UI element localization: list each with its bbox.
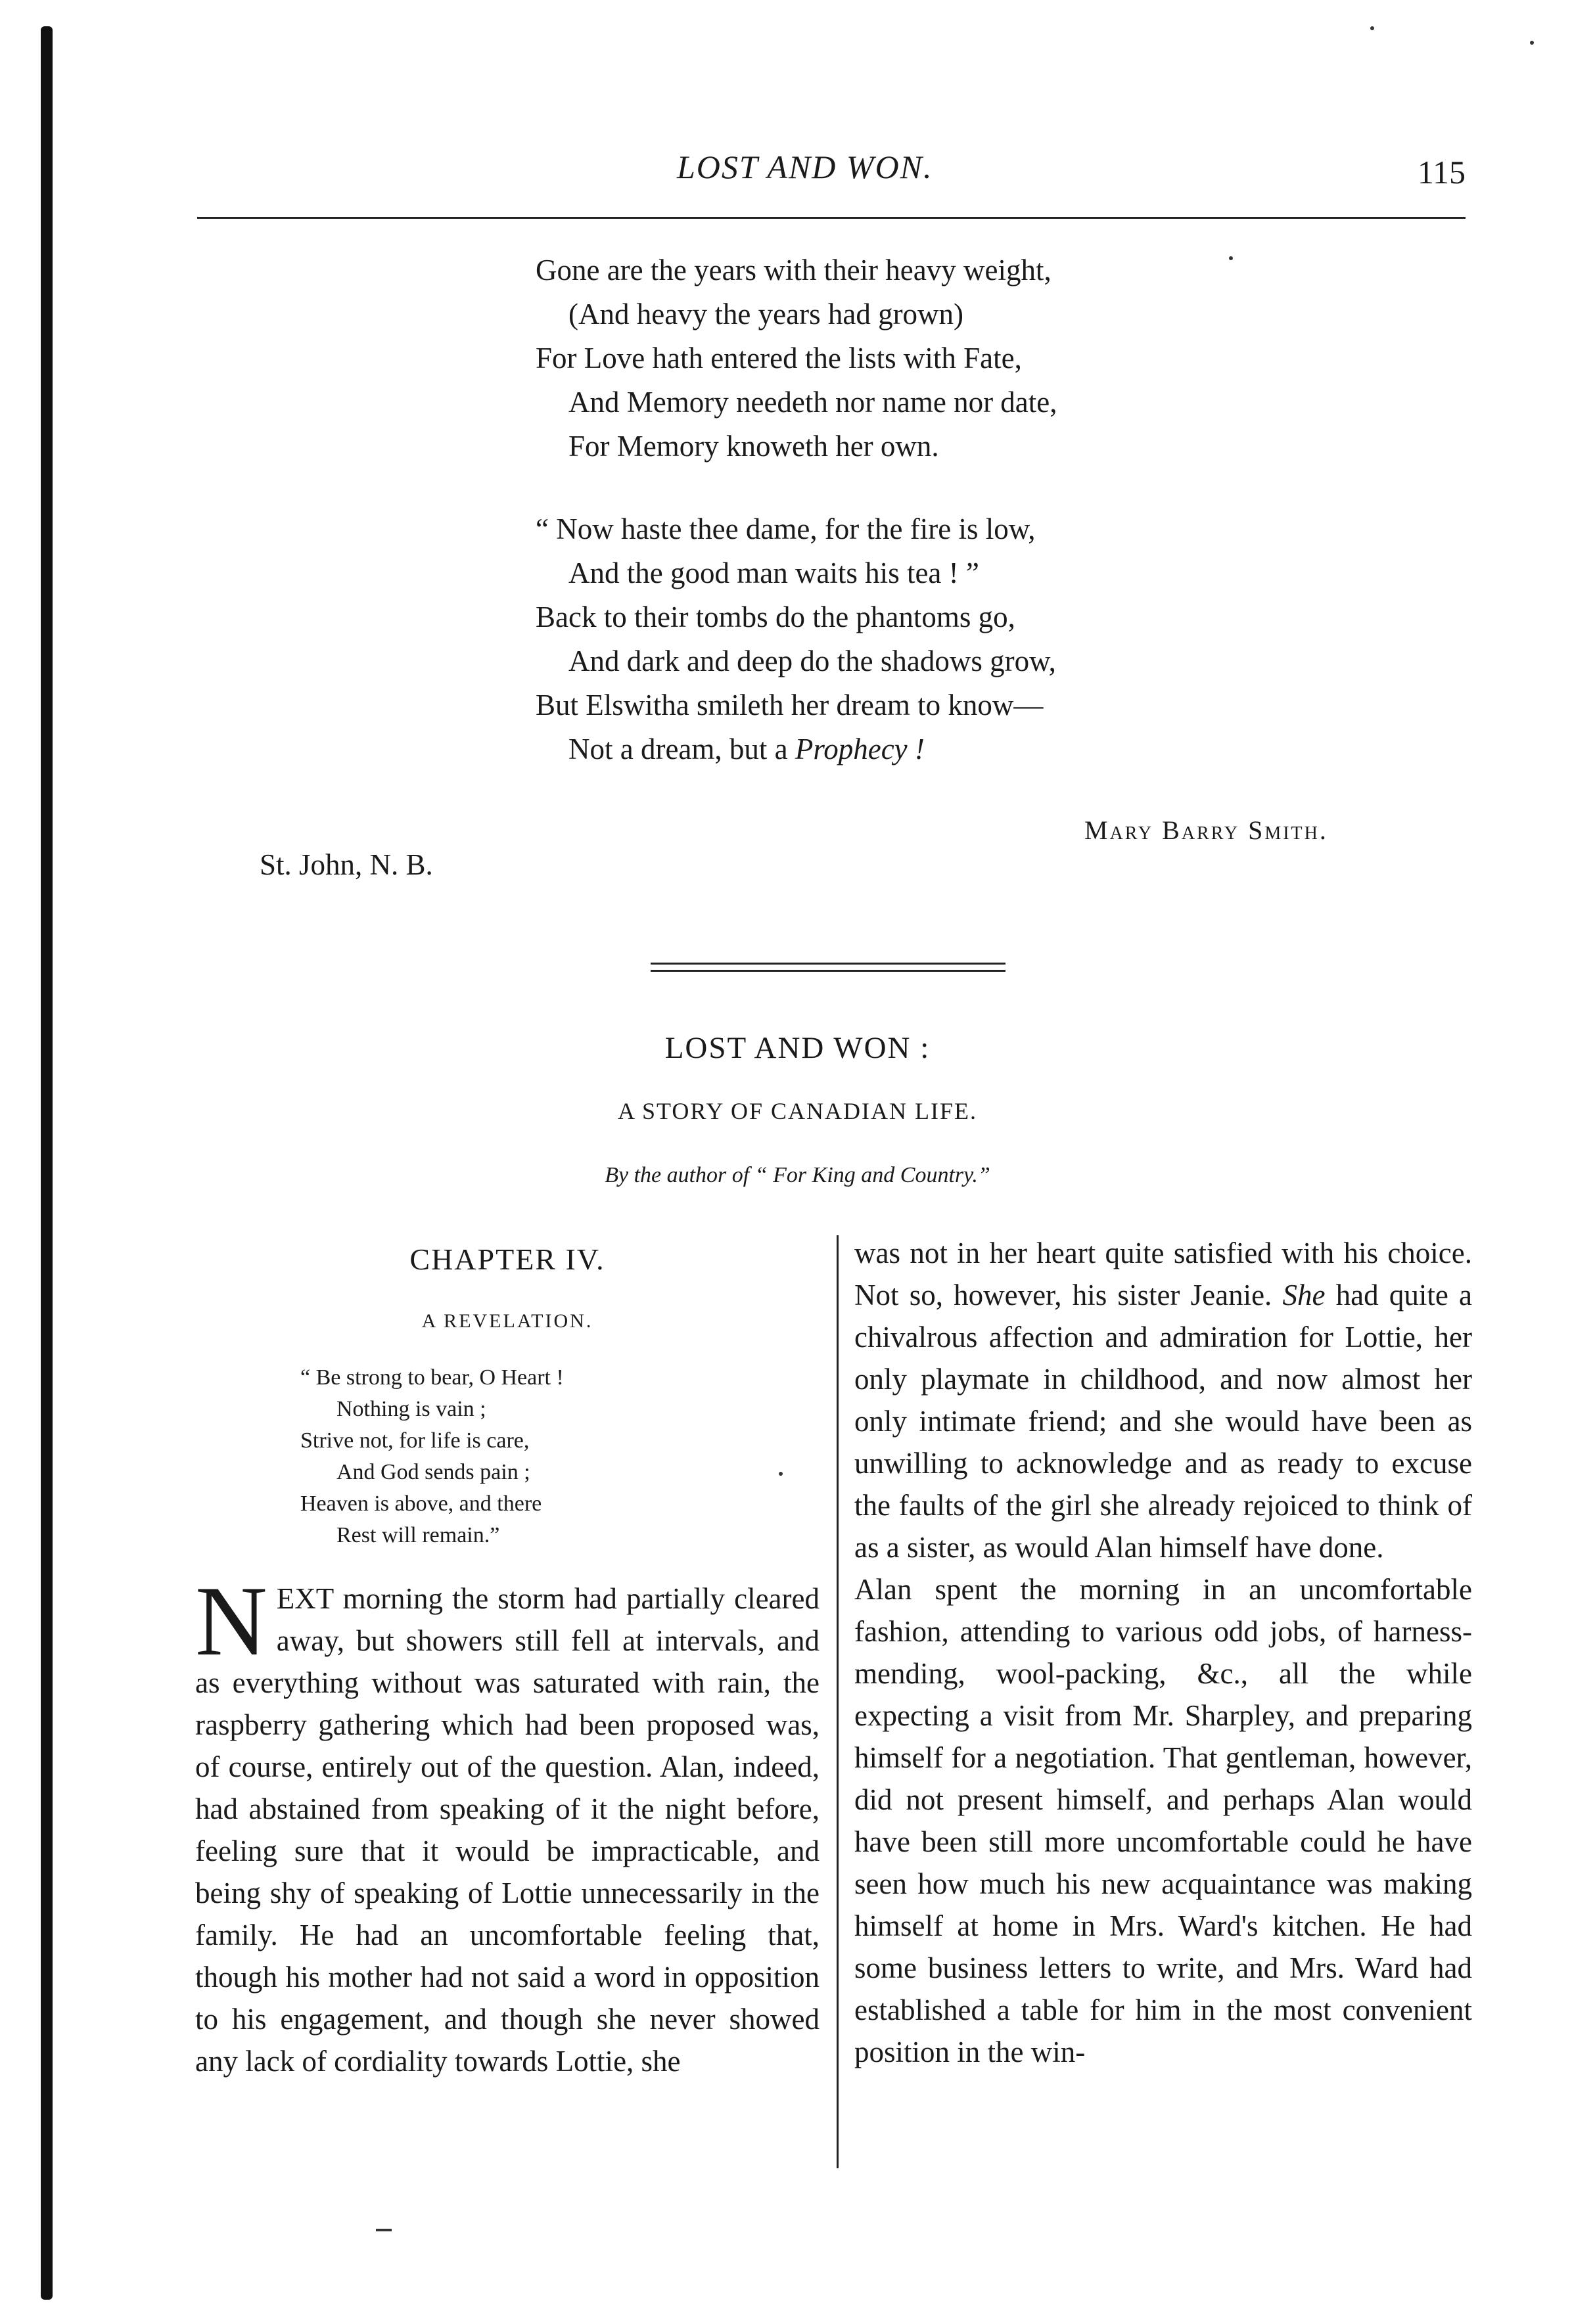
paper-speck [1530,41,1534,45]
poem-line-italic: Prophecy ! [795,733,925,765]
epigraph-line: And God sends pain ; [336,1460,530,1484]
poem-stanza-1 [536,248,1226,468]
paragraph-text: was not in her heart quite satisfied with his choice. Not so, however, his sister Jeanie. [854,1237,1472,1311]
paragraph-italic: She [1282,1279,1326,1311]
running-title: LOST AND WON. [677,148,933,185]
paragraph [195,1566,820,2082]
page-number: 115 [1417,154,1466,191]
epigraph-line: “ Be strong to bear, O Heart ! [300,1365,564,1390]
drop-cap: N [195,1566,267,1676]
paragraph-text: EXT morning the storm had partially cleared away, but showers still fell at intervals, and as everything without was saturated with rain, the raspberry gathering which had been proposed was, of course, entirely out of the question. Alan, indeed, had abstained from speaking of it the night before, feeling sure that it would be impracticable, and being shy of speaking of Lottie unnecessarily in the family. He had an uncomfortable feeling that, though his mother had not said a word in opposition to his engagement, and though she never showed any lack of cordiality towards Lottie, she [195,1582,820,2078]
poem-stanza-2 [536,507,1226,771]
poem-line: Gone are the years with their heavy weight, [536,254,1052,286]
story-subtitle: A STORY OF CANADIAN LIFE. [617,1098,978,1124]
chapter-body-left [195,1566,820,2082]
running-header [197,148,1466,200]
paragraph [854,1232,1472,1568]
poem-line: But Elswitha smileth her dream to know— [536,689,1044,721]
epigraph-line: Heaven is above, and there [300,1492,542,1516]
paragraph-text: had quite a chivalrous affection and admiration for Lottie, her only playmate in childhood, and now almost her only intimate friend; and she would have been as unwilling to acknowledge and as ready to excuse the faults of the girl she already rejoiced to think of as a sister, as would Alan himself have done. [854,1279,1472,1564]
poem-line: And Memory needeth nor name nor date, [568,386,1057,419]
section-divider-rule-bottom [651,970,1006,972]
right-column [854,1232,1472,2073]
poem-line: For Memory knoweth her own. [568,430,939,463]
chapter-body-right [854,1232,1472,2073]
poem-line: And dark and deep do the shadows grow, [568,645,1056,677]
header-rule [197,217,1466,219]
poem-line: “ Now haste thee dame, for the fire is low, [536,513,1036,545]
poem-place: St. John, N. B. [260,848,433,881]
story-title: LOST AND WON : [664,1031,931,1065]
epigraph-line: Rest will remain.” [336,1523,500,1547]
chapter-epigraph [195,1362,820,1551]
column-divider [837,1235,839,2168]
footer-mark [376,2229,392,2231]
section-divider-rule-top [651,963,1006,965]
paragraph: Alan spent the morning in an uncomfortable fashion, attending to various odd jobs, of harness-mending, wool-packing, &c., all the while expecting a visit from Mr. Sharpley, and preparing himself for a negotiation. That gentleman, however, did not present himself, and perhaps Alan would have been still more uncomfortable could he have seen how much his new acquaintance was making himself at home in Mrs. Ward's kitchen. He had some business letters to write, and Mrs. Ward had established a table for him in the most convenient position in the win- [854,1573,1472,2068]
poem-line: (And heavy the years had grown) [568,298,964,330]
paper-speck [1370,26,1374,30]
epigraph-line: Strive not, for life is care, [300,1428,530,1453]
epigraph-line: Nothing is vain ; [336,1397,486,1421]
chapter-title: A REVELATION. [421,1310,593,1332]
poem-line: And the good man waits his tea ! ” [568,557,979,589]
chapter-heading: CHAPTER IV. [409,1242,605,1276]
poem-signature: Mary Barry Smith. [1084,815,1328,845]
poem-line: Back to their tombs do the phantoms go, [536,601,1015,633]
story-byline: By the author of “ For King and Country.” [605,1163,990,1187]
poem-line: For Love hath entered the lists with Fate, [536,342,1022,375]
left-column [195,1232,820,2082]
paper-speck [1229,256,1233,260]
poem-line-text: Not a dream, but a [568,733,795,765]
poem-line-final [536,727,1226,771]
